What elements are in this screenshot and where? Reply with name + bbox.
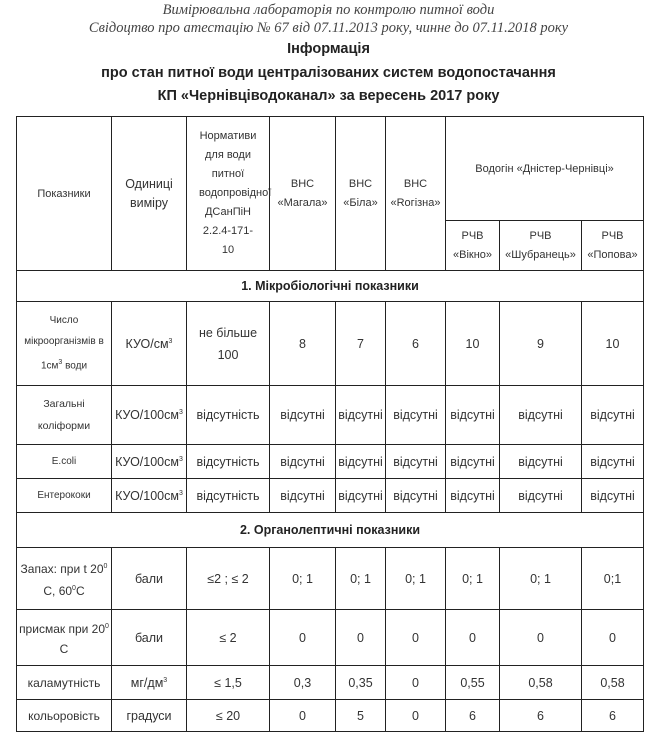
value-cell: 6 bbox=[386, 302, 446, 386]
value-cell: відсутні bbox=[270, 386, 336, 445]
indicator-norm: ≤ 2 bbox=[187, 610, 270, 666]
value-cell: відсутні bbox=[446, 445, 500, 479]
indicator-name: Ентерококи bbox=[17, 479, 112, 513]
value-cell: відсутні bbox=[446, 479, 500, 513]
value-cell: 0;1 bbox=[582, 548, 644, 610]
value-cell: 0; 1 bbox=[270, 548, 336, 610]
indicator-unit: КУО/$100см^3$ bbox=[112, 386, 187, 445]
indicator-name: присмак при $20^0$ С bbox=[17, 610, 112, 666]
value-cell: 7 bbox=[336, 302, 386, 386]
value-cell: 0,35 bbox=[336, 666, 386, 700]
table-row bbox=[17, 386, 644, 445]
indicator-norm: відсутність bbox=[187, 386, 270, 445]
value-cell: відсутні bbox=[386, 445, 446, 479]
value-cell: відсутні bbox=[336, 445, 386, 479]
indicator-unit: КУО/$см^3$ bbox=[112, 302, 187, 386]
table-row bbox=[17, 548, 644, 610]
water-quality-table bbox=[16, 116, 644, 732]
indicator-unit: $мг/дм^3$ bbox=[112, 666, 187, 700]
value-cell: відсутні bbox=[386, 479, 446, 513]
indicator-name: Запах: при t $20^0$ С, $60^0С$ bbox=[17, 548, 112, 610]
value-cell: 0,3 bbox=[270, 666, 336, 700]
value-cell: 0; 1 bbox=[336, 548, 386, 610]
value-cell: відсутні bbox=[582, 445, 644, 479]
col-header-rchv-popova: РЧВ «Попова» bbox=[582, 221, 644, 271]
table-row bbox=[17, 445, 644, 479]
value-cell: 0 bbox=[386, 610, 446, 666]
indicator-unit: бали bbox=[112, 610, 187, 666]
section-microbiology: 1. Мікробіологічні показники bbox=[17, 271, 644, 302]
page-subtitle: про стан питної води централізованих систем водопостачання bbox=[101, 65, 556, 81]
value-cell: 0 bbox=[336, 610, 386, 666]
value-cell: 10 bbox=[582, 302, 644, 386]
value-cell: 8 bbox=[270, 302, 336, 386]
indicator-norm: ≤2 ; ≤ 2 bbox=[187, 548, 270, 610]
table-row bbox=[17, 700, 644, 732]
value-cell: 0 bbox=[582, 610, 644, 666]
table-row bbox=[17, 666, 644, 700]
indicator-unit: КУО/$100см^3$ bbox=[112, 479, 187, 513]
value-cell: 0,55 bbox=[446, 666, 500, 700]
indicator-unit: КУО/$100см^3$ bbox=[112, 445, 187, 479]
value-cell: 6 bbox=[582, 700, 644, 732]
value-cell: 0 bbox=[270, 610, 336, 666]
indicator-norm: не більше 100 bbox=[187, 302, 270, 386]
value-cell: 6 bbox=[500, 700, 582, 732]
indicator-norm: відсутність bbox=[187, 479, 270, 513]
value-cell: відсутні bbox=[336, 479, 386, 513]
table-row bbox=[17, 302, 644, 386]
section-organoleptic: 2. Органолептичні показники bbox=[17, 513, 644, 548]
col-header-vns-rohizna: ВНС «Rогізна» bbox=[386, 117, 446, 271]
value-cell: 0; 1 bbox=[500, 548, 582, 610]
value-cell: 0,58 bbox=[500, 666, 582, 700]
value-cell: відсутні bbox=[500, 445, 582, 479]
col-header-rchv-shubranets: РЧВ «Шубранець» bbox=[500, 221, 582, 271]
indicator-norm: ≤ 1,5 bbox=[187, 666, 270, 700]
col-header-vns-magala: ВНС «Магала» bbox=[270, 117, 336, 271]
value-cell: 0 bbox=[386, 666, 446, 700]
value-cell: 0; 1 bbox=[446, 548, 500, 610]
value-cell: 9 bbox=[500, 302, 582, 386]
value-cell: відсутні bbox=[270, 445, 336, 479]
col-header-norms: Нормативи для води питної водопровідної ДСанПіН 2.2.4-171-10 bbox=[187, 117, 270, 271]
col-header-vodogin: Водогін «Дністер-Чернівці» bbox=[446, 117, 644, 221]
value-cell: 0; 1 bbox=[386, 548, 446, 610]
col-header-rchv-vikno: РЧВ «Вікно» bbox=[446, 221, 500, 271]
certificate-line: Свідоцтво про атестацію № 67 від 07.11.2013 року, чинне до 07.11.2018 року bbox=[88, 20, 569, 36]
indicator-name: кольоровість bbox=[17, 700, 112, 732]
value-cell: відсутні bbox=[446, 386, 500, 445]
value-cell: 0 bbox=[500, 610, 582, 666]
value-cell: відсутні bbox=[500, 386, 582, 445]
value-cell: відсутні bbox=[270, 479, 336, 513]
indicator-norm: відсутність bbox=[187, 445, 270, 479]
page-subtitle-2: КП «Чернівціводоканал» за вересень 2017 року bbox=[157, 88, 500, 104]
indicator-name: Число мікроорганізмів в $1см^3$ води bbox=[17, 302, 112, 386]
indicator-unit: градуси bbox=[112, 700, 187, 732]
col-header-units: Одиниці виміру bbox=[112, 117, 187, 271]
value-cell: 0,58 bbox=[582, 666, 644, 700]
indicator-norm: ≤ 20 bbox=[187, 700, 270, 732]
value-cell: 0 bbox=[386, 700, 446, 732]
page-title: Інформація bbox=[287, 41, 370, 57]
value-cell: відсутні bbox=[582, 386, 644, 445]
indicator-unit: бали bbox=[112, 548, 187, 610]
table-row bbox=[17, 610, 644, 666]
value-cell: відсутні bbox=[386, 386, 446, 445]
col-header-vns-bila: ВНС «Біла» bbox=[336, 117, 386, 271]
indicator-name: E.coli bbox=[17, 445, 112, 479]
indicator-name: каламутність bbox=[17, 666, 112, 700]
table-row bbox=[17, 479, 644, 513]
value-cell: 0 bbox=[270, 700, 336, 732]
value-cell: 6 bbox=[446, 700, 500, 732]
value-cell: відсутні bbox=[500, 479, 582, 513]
value-cell: відсутні bbox=[582, 479, 644, 513]
value-cell: відсутні bbox=[336, 386, 386, 445]
lab-name: Вимірювальна лабораторія по контролю питної води bbox=[162, 2, 495, 18]
value-cell: 10 bbox=[446, 302, 500, 386]
col-header-indicators: Показники bbox=[17, 117, 112, 271]
value-cell: 5 bbox=[336, 700, 386, 732]
value-cell: 0 bbox=[446, 610, 500, 666]
indicator-name: Загальні коліформи bbox=[17, 386, 112, 445]
